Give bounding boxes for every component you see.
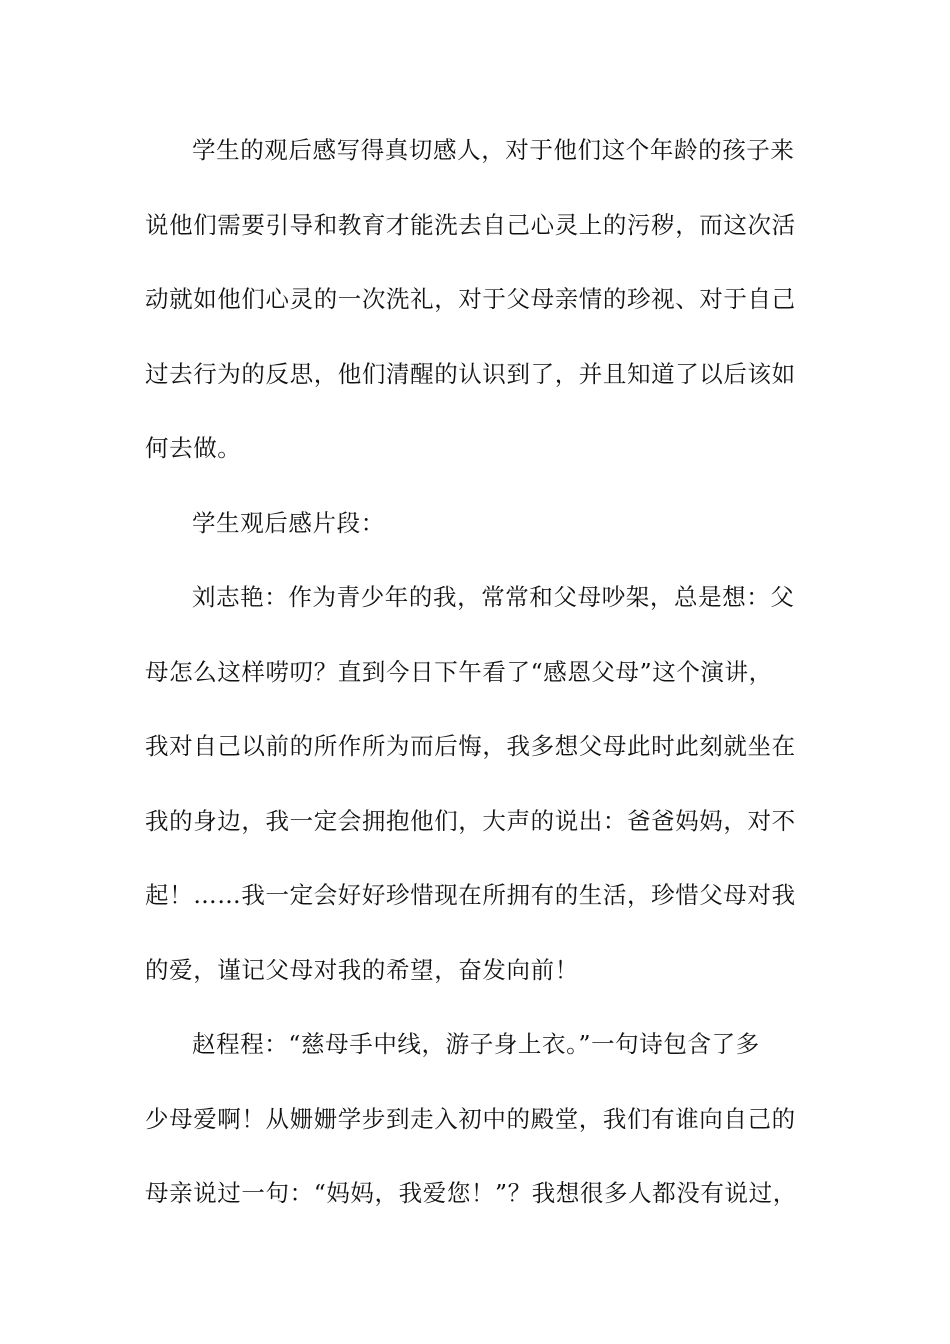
- text-line: 学生的观后感写得真切感人，对于他们这个年龄的孩子来: [192, 136, 795, 164]
- paragraph-liu-zhiyan: [145, 560, 810, 1007]
- text-line: 我的身边，我一定会拥抱他们，大声的说出：爸爸妈妈，对不: [145, 806, 796, 835]
- text-line: 我对自己以前的所作所为而后悔，我多想父母此时此刻就坐在: [145, 732, 796, 760]
- text-line: 刘志艳：作为青少年的我，常常和父母吵架，总是想：父: [192, 583, 795, 611]
- text-line: 动就如他们心灵的一次洗礼，对于父母亲情的珍视、对于自己: [145, 285, 796, 313]
- text-line: 过去行为的反思，他们清醒的认识到了，并且知道了以后该如: [145, 359, 796, 388]
- section-heading: 学生观后感片段：: [192, 508, 385, 537]
- paragraph-summary: [145, 113, 810, 486]
- text-line: 说他们需要引导和教育才能洗去自己心灵上的污秽，而这次活: [145, 210, 796, 239]
- document-body: [145, 113, 810, 1231]
- text-line: 起！……我一定会好好珍惜现在所拥有的生活，珍惜父母对我: [145, 881, 796, 909]
- text-line: 母怎么这样唠叨？直到今日下午看了“感恩父母”这个演讲，: [145, 657, 773, 686]
- text-line: 赵程程：“慈母手中线，游子身上衣。”一句诗包含了多: [192, 1030, 760, 1058]
- paragraph-zhao-chengcheng: [145, 1007, 810, 1231]
- paragraph-excerpt-heading: [145, 486, 810, 561]
- text-line: 母亲说过一句：“妈妈，我爱您！”？我想很多人都没有说过，: [145, 1179, 797, 1207]
- text-line: 何去做。: [145, 434, 242, 462]
- text-line: 少母爱啊！从姗姗学步到走入初中的殿堂，我们有谁向自己的: [145, 1104, 796, 1133]
- text-line: 的爱，谨记父母对我的希望，奋发向前！: [145, 955, 579, 984]
